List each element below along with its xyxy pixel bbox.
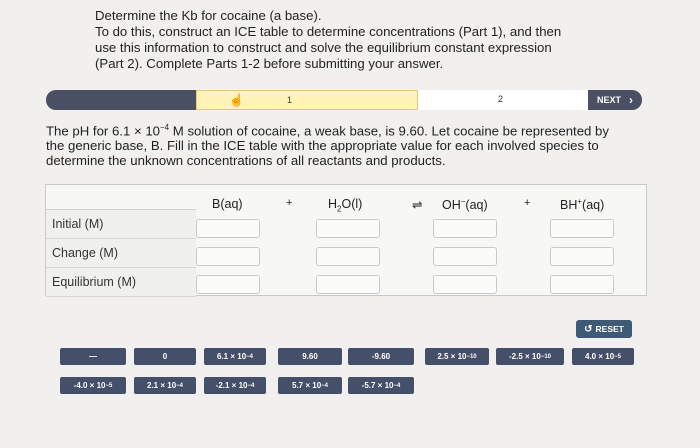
- next-button[interactable]: [588, 90, 642, 110]
- instructions-line-3: use this information to construct and solve the equilibrium constant expression: [95, 40, 552, 55]
- hand-cursor-icon: ☝: [229, 93, 244, 107]
- answer-tile[interactable]: 9.60: [278, 348, 342, 365]
- question-part-a: The pH for 6.1 × 10: [46, 123, 160, 139]
- cell-initial-oh[interactable]: [433, 219, 497, 238]
- column-header-oh: OH−(aq): [442, 197, 488, 213]
- part-progress-bar: [46, 90, 642, 110]
- cell-equilibrium-bh[interactable]: [550, 275, 614, 294]
- answer-tile[interactable]: —: [60, 348, 126, 365]
- answer-tile[interactable]: -4.0 × 10 −5: [60, 377, 126, 394]
- chevron-right-icon: ›: [629, 93, 633, 107]
- instructions-line-4: (Part 2). Complete Parts 1-2 before submitting your answer.: [95, 56, 444, 71]
- equilibrium-arrow-icon: ⇌: [412, 198, 423, 212]
- answer-tile[interactable]: -2.5 × 10 −10: [496, 348, 564, 365]
- cell-change-bh[interactable]: [550, 247, 614, 266]
- answer-tile[interactable]: 4.0 × 10 −5: [572, 348, 634, 365]
- cell-change-h2o[interactable]: [316, 247, 380, 266]
- column-header-b: B(aq): [212, 197, 243, 211]
- step-1-label: 1: [287, 95, 293, 105]
- column-header-bh: BH+(aq): [560, 197, 605, 213]
- step-1-tab[interactable]: [196, 90, 418, 110]
- instructions: [95, 8, 635, 72]
- question-text: [46, 120, 656, 168]
- answer-tile[interactable]: 2.5 × 10 −10: [425, 348, 489, 365]
- answer-tile[interactable]: -2.1 × 10 −4: [204, 377, 266, 394]
- cell-equilibrium-h2o[interactable]: [316, 275, 380, 294]
- question-exponent: −4: [160, 123, 170, 132]
- question-line-3: determine the unknown concentrations of all reactants and products.: [46, 153, 446, 169]
- question-part-b: M solution of cocaine, a weak base, is 9.60. Let cocaine be represented by: [169, 123, 609, 139]
- cell-initial-h2o[interactable]: [316, 219, 380, 238]
- cell-initial-b[interactable]: [196, 219, 260, 238]
- answer-tile[interactable]: 0: [134, 348, 196, 365]
- instructions-line-2: To do this, construct an ICE table to determine concentrations (Part 1), and then: [95, 24, 562, 39]
- cell-initial-bh[interactable]: [550, 219, 614, 238]
- plus-sign-2: +: [524, 197, 531, 209]
- cell-equilibrium-oh[interactable]: [433, 275, 497, 294]
- answer-tile[interactable]: 5.7 × 10 −4: [278, 377, 342, 394]
- row-label-change: Change (M): [46, 239, 196, 268]
- reset-button[interactable]: [576, 320, 632, 338]
- progress-left-segment: [46, 90, 196, 110]
- plus-sign-1: +: [286, 197, 293, 209]
- reset-label: RESET: [595, 324, 624, 334]
- row-label-initial: Initial (M): [46, 210, 196, 239]
- answer-tile[interactable]: 6.1 × 10 −4: [204, 348, 266, 365]
- next-label: NEXT: [596, 95, 621, 105]
- answer-tile[interactable]: -9.60: [348, 348, 414, 365]
- cell-change-oh[interactable]: [433, 247, 497, 266]
- step-2-tab[interactable]: [418, 90, 588, 110]
- cell-change-b[interactable]: [196, 247, 260, 266]
- row-label-equilibrium: Equilibrium (M): [46, 268, 196, 297]
- column-header-h2o: $H_2O(l)$: [328, 197, 363, 214]
- answer-tile[interactable]: -5.7 × 10 −4: [348, 377, 414, 394]
- step-2-label: 2: [498, 94, 504, 104]
- reset-icon: ↺: [584, 323, 593, 335]
- row-labels: [46, 209, 196, 297]
- cell-equilibrium-b[interactable]: [196, 275, 260, 294]
- ice-table: [45, 184, 647, 296]
- answer-tile[interactable]: 2.1 × 10 −4: [134, 377, 196, 394]
- instructions-line-1: Determine the Kb for cocaine (a base).: [95, 8, 322, 23]
- question-line-2: the generic base, B. Fill in the ICE table with the appropriate value for each involved species to: [46, 138, 599, 154]
